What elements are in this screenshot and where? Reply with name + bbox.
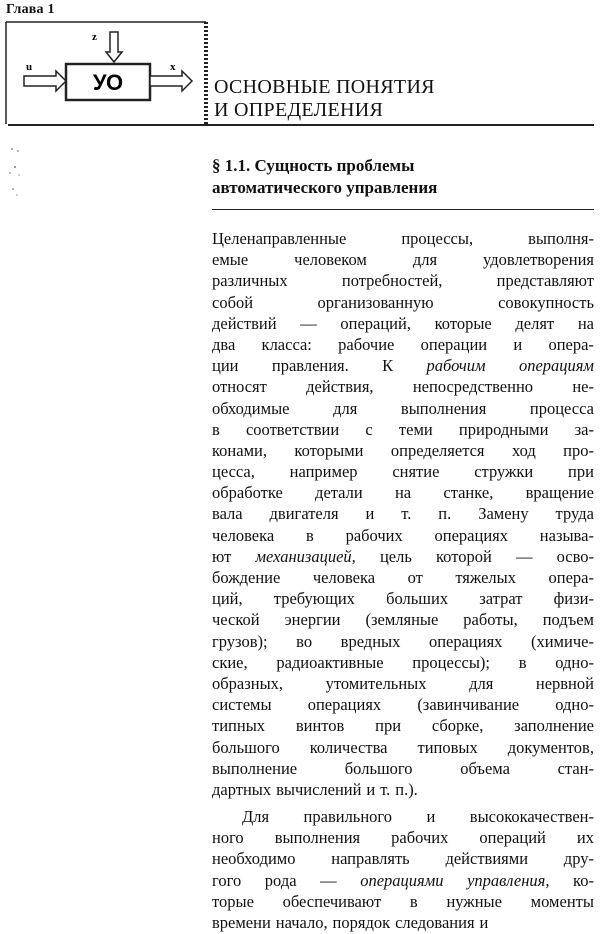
- header-divider: [8, 124, 594, 126]
- section-divider: [212, 209, 594, 210]
- text-line: системы операциях (завинчивание одно-: [212, 695, 594, 715]
- text-line: ции правления. К рабочим операциям: [212, 356, 594, 376]
- text-line: дартных вычислений и т. п.).: [212, 779, 418, 799]
- text-line: ного выполнения рабочих операций их: [212, 828, 594, 848]
- text-line: обходимые для выполнения процесса: [212, 398, 594, 418]
- text-line: торые обеспечивают в нужные моменты: [212, 891, 594, 911]
- scan-specks: [6, 145, 26, 205]
- text-line: вала двигателя и т. п. Замену труда: [212, 504, 594, 524]
- section-heading-line-1: § 1.1. Сущность проблемы: [212, 156, 415, 175]
- text-line: в соответствии с теми природными за-: [212, 419, 594, 439]
- chapter-label: Глава 1: [6, 2, 55, 17]
- text-line: конами, которыми определяется ход про-: [212, 440, 594, 460]
- text-line: ские, радиоактивные процессы); в одно-: [212, 652, 594, 672]
- input-label: u: [26, 61, 33, 73]
- output-label: x: [170, 61, 176, 73]
- text-line: типных винтов при сборке, заполнение: [212, 716, 594, 736]
- chapter-title-line-2: И ОПРЕДЕЛЕНИЯ: [214, 99, 384, 121]
- text-line: ческой энергии (земляные работы, подъем: [212, 610, 594, 630]
- text-line: собой организованную совокупность: [212, 292, 594, 312]
- text-line: человека в рабочих операциях называ-: [212, 525, 594, 545]
- text-line: цесса, например снятие стружки при: [212, 462, 594, 482]
- text-line: Целенаправленные процессы, выполня-: [212, 229, 594, 248]
- paragraph-1: [212, 228, 594, 806]
- section-heading: [212, 155, 437, 199]
- text-line: необходимо направлять действиями дру-: [212, 849, 594, 869]
- text-line: выполнение большого объема стан-: [212, 758, 594, 778]
- control-block-diagram: [0, 10, 215, 130]
- paragraph-2: [212, 806, 594, 933]
- text-line: большого количества типовых документов,: [212, 737, 594, 757]
- chapter-title: [214, 76, 435, 122]
- chapter-title-line-1: ОСНОВНЫЕ ПОНЯТИЯ: [214, 76, 435, 98]
- text-line: емые человеком для удовлетворения: [212, 250, 594, 270]
- text-line: бождение человека от тяжелых опера-: [212, 568, 594, 587]
- text-line: ций, требующих больших затрат физи-: [212, 589, 594, 609]
- text-line: образных, утомительных для нервной: [212, 673, 594, 693]
- text-line: различных потребностей, представляют: [212, 271, 594, 291]
- output-arrow: [150, 71, 192, 91]
- disturbance-label: z: [92, 31, 97, 43]
- text-line: гого рода — операциями управления, ко-: [212, 870, 594, 890]
- text-line: времени начало, порядок следования и: [212, 913, 489, 932]
- text-line: ют механизацией, цель которой — осво-: [212, 546, 594, 566]
- body-text: [212, 228, 594, 933]
- disturbance-arrow: [106, 32, 122, 62]
- text-line: Для правильного и высококачествен-: [242, 807, 594, 827]
- text-line: действий — операций, которые делят на: [212, 313, 594, 333]
- text-line: два класса: рабочие операции и опера-: [212, 334, 594, 354]
- input-arrow: [24, 71, 66, 91]
- text-line: грузов); во вредных операциях (химиче-: [212, 631, 594, 651]
- text-line: обработке детали на станке, вращение: [212, 483, 594, 503]
- control-block-label: УО: [92, 70, 124, 95]
- text-line: относят действия, непосредственно не-: [212, 377, 594, 397]
- section-heading-line-2: автоматического управления: [212, 178, 438, 197]
